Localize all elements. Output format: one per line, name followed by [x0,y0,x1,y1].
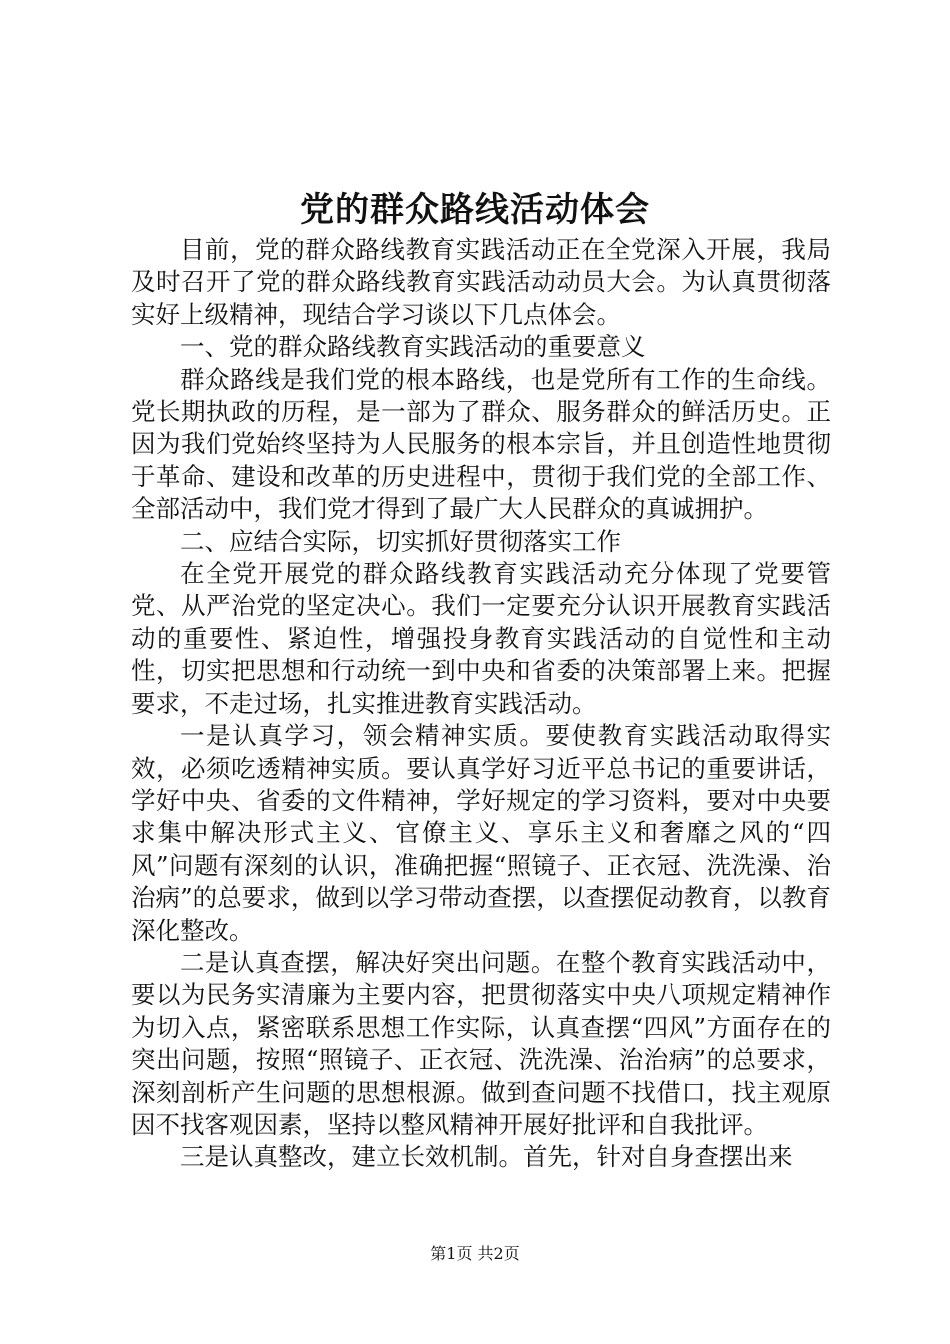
document-title: 党的群众路线活动体会 [300,190,650,230]
document-body [131,234,831,1174]
section-heading-2: 二、应结合实际，切实抓好贯彻落实工作 [180,526,621,556]
paragraph-point-3: 三是认真整改，建立长效机制。首先，针对自身查摆出来 [180,1142,793,1172]
paragraph-section-2: 在全党开展党的群众路线教育实践活动充分体现了党要管党、从严治党的坚定决心。我们一定要充分认识开展教育实践活动的重要性、紧迫性，增强投身教育实践活动的自觉性和主动性，切实把思想和行动统一到中央和省委的决策部署上来。把握要求，不走过场，扎实推进教育实践活动。 [131,559,831,718]
section-heading-1: 一、党的群众路线教育实践活动的重要意义 [180,332,646,362]
page-number-footer: 第1页 共2页 [430,1244,520,1263]
paragraph-point-1: 一是认真学习，领会精神实质。要使教育实践活动取得实效，必须吃透精神实质。要认真学好习近平总书记的重要讲话，学好中央、省委的文件精神，学好规定的学习资料，要对中央要求集中解决形式主义、官僚主义、享乐主义和奢靡之风的“四风”问题有深刻的认识，准确把握“照镜子、正衣冠、洗洗澡、治治病”的总要求，做到以学习带动查摆，以查摆促动教育，以教育深化整改。 [131,721,831,945]
paragraph-point-2: 二是认真查摆，解决好突出问题。在整个教育实践活动中，要以为民务实清廉为主要内容，把贯彻落实中央八项规定精神作为切入点，紧密联系思想工作实际，认真查摆“四风”方面存在的突出问题，按照“照镜子、正衣冠、洗洗澡、治治病”的总要求，深刻剖析产生问题的思想根源。做到查问题不找借口，找主观原因不找客观因素，坚持以整风精神开展好批评和自我批评。 [131,947,831,1139]
paragraph-intro: 目前，党的群众路线教育实践活动正在全党深入开展，我局及时召开了党的群众路线教育实践活动动员大会。为认真贯彻落实好上级精神，现结合学习谈以下几点体会。 [131,235,831,329]
paragraph-section-1: 群众路线是我们党的根本路线，也是党所有工作的生命线。党长期执政的历程，是一部为了群众、服务群众的鲜活历史。正因为我们党始终坚持为人民服务的根本宗旨，并且创造性地贯彻于革命、建设和改革的历史进程中，贯彻于我们党的全部工作、全部活动中，我们党才得到了最广大人民群众的真诚拥护。 [131,364,831,524]
